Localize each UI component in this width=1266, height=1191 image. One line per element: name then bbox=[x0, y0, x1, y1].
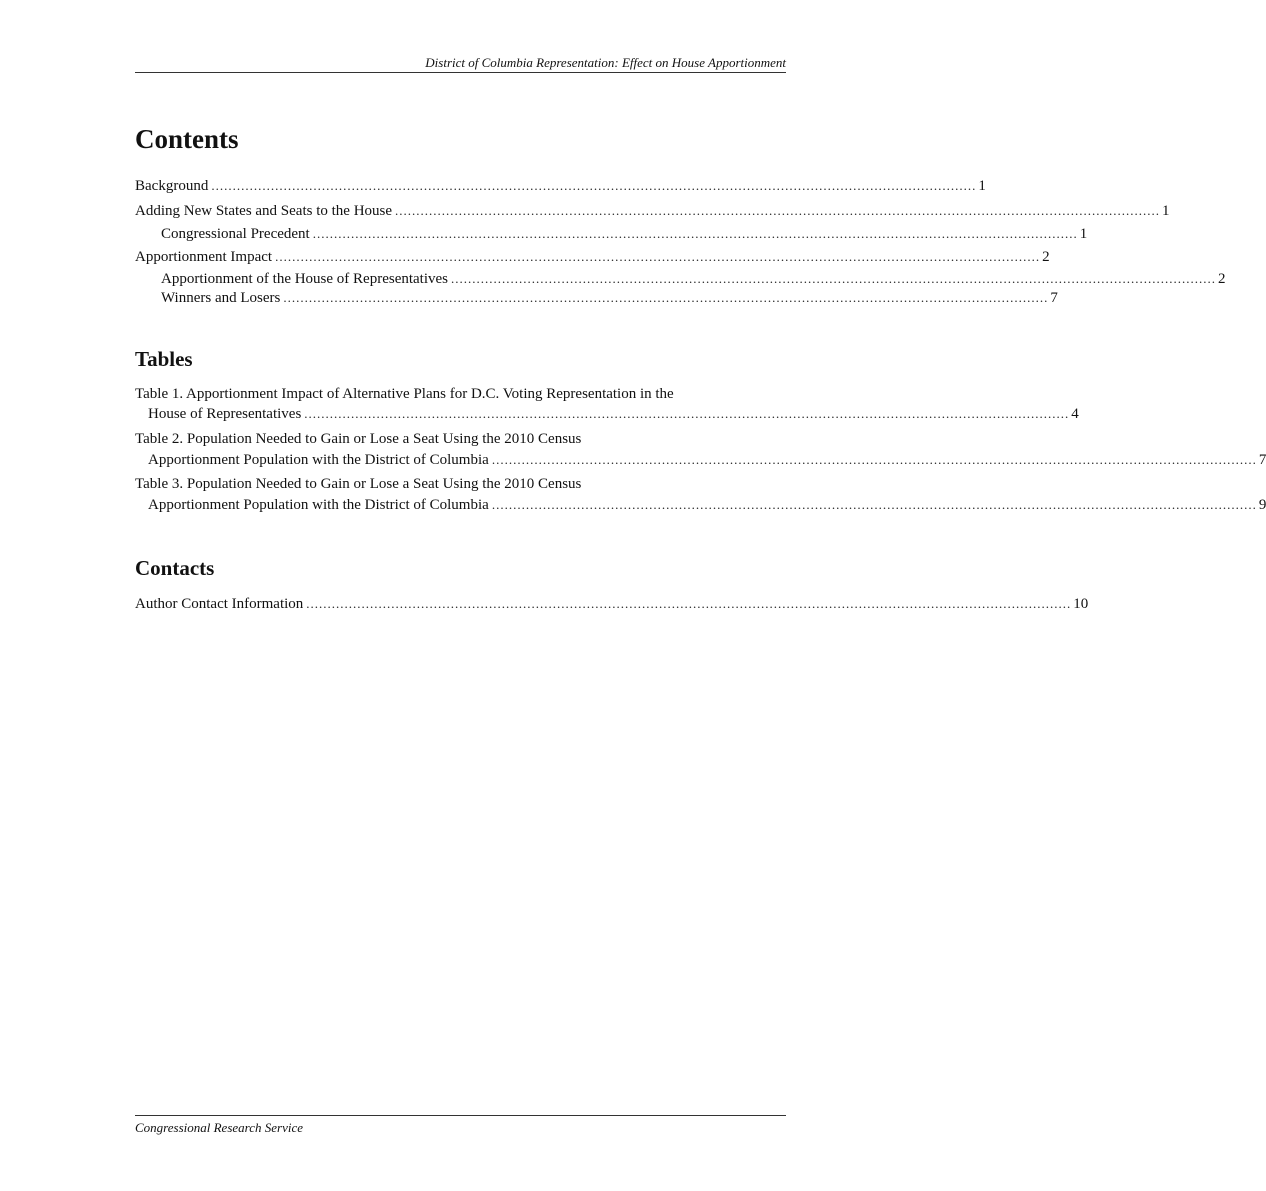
dot-leader: .................................................................................................................................................................................... bbox=[312, 226, 1078, 241]
dot-leader: .................................................................................................................................................................................... bbox=[304, 406, 1070, 421]
running-header: District of Columbia Representation: Effect on House Apportionment bbox=[425, 55, 786, 70]
tables-list bbox=[135, 385, 1266, 514]
contents-list bbox=[135, 176, 1226, 307]
toc-entry-author-contact[interactable] bbox=[135, 594, 1089, 613]
toc-entry-page[interactable]: 2 bbox=[1218, 271, 1226, 287]
toc-entry-label[interactable]: Table 2. Population Needed to Gain or Lose a Seat Using the 2010 Census bbox=[135, 431, 582, 447]
dot-leader: .................................................................................................................................................................................... bbox=[491, 497, 1257, 512]
toc-entry-label[interactable]: Table 3. Population Needed to Gain or Lose a Seat Using the 2010 Census bbox=[135, 476, 582, 492]
toc-entry-adding-new-states[interactable] bbox=[135, 201, 1170, 220]
running-footer: Congressional Research Service bbox=[135, 1120, 303, 1135]
header-rule bbox=[135, 72, 786, 73]
contacts-list bbox=[135, 594, 1089, 613]
toc-entry-page[interactable]: 7 bbox=[1050, 290, 1058, 306]
toc-entry-table-3[interactable] bbox=[135, 475, 1266, 514]
dot-leader: .................................................................................................................................................................................... bbox=[451, 271, 1217, 286]
toc-entry-label-continued[interactable]: Apportionment Population with the District of Columbia bbox=[148, 452, 489, 468]
toc-entry-page[interactable]: 1 bbox=[978, 178, 986, 194]
toc-entry-congressional-precedent[interactable] bbox=[135, 224, 1088, 243]
footer-rule bbox=[135, 1115, 786, 1116]
toc-entry-label[interactable]: Author Contact Information bbox=[135, 596, 304, 612]
tables-heading: Tables bbox=[135, 347, 193, 371]
toc-entry-label-continued[interactable]: Apportionment Population with the District of Columbia bbox=[148, 497, 489, 513]
toc-entry-label-continued[interactable]: House of Representatives bbox=[148, 406, 302, 422]
toc-entry-label[interactable]: Apportionment Impact bbox=[135, 249, 273, 265]
dot-leader: .................................................................................................................................................................................... bbox=[491, 452, 1257, 467]
toc-entry-page[interactable]: 7 bbox=[1258, 452, 1266, 468]
contents-heading: Contents bbox=[135, 124, 239, 154]
toc-entry-label[interactable]: Winners and Losers bbox=[161, 290, 281, 306]
toc-entry-page[interactable]: 9 bbox=[1258, 497, 1266, 513]
toc-entry-page[interactable]: 1 bbox=[1162, 203, 1170, 219]
contacts-heading: Contacts bbox=[135, 556, 215, 580]
dot-leader: .................................................................................................................................................................................... bbox=[275, 249, 1041, 264]
toc-entry-table-2[interactable] bbox=[135, 430, 1266, 469]
toc-entry-apportionment-of-house[interactable] bbox=[135, 269, 1226, 288]
toc-entry-winners-and-losers[interactable] bbox=[135, 288, 1058, 307]
toc-entry-background[interactable] bbox=[135, 176, 986, 195]
dot-leader: .................................................................................................................................................................................... bbox=[283, 290, 1049, 305]
dot-leader: .................................................................................................................................................................................... bbox=[211, 178, 977, 193]
toc-entry-label[interactable]: Background bbox=[135, 178, 209, 194]
toc-entry-apportionment-impact[interactable] bbox=[135, 247, 1050, 266]
toc-entry-label[interactable]: Adding New States and Seats to the House bbox=[135, 203, 393, 219]
toc-entry-label[interactable]: Apportionment of the House of Representatives bbox=[161, 271, 449, 287]
toc-entry-table-1[interactable] bbox=[135, 385, 1079, 423]
toc-entry-page[interactable]: 10 bbox=[1073, 596, 1089, 612]
toc-entry-label[interactable]: Congressional Precedent bbox=[161, 226, 310, 242]
toc-entry-label[interactable]: Table 1. Apportionment Impact of Alternative Plans for D.C. Voting Representation in the bbox=[135, 386, 674, 402]
dot-leader: .................................................................................................................................................................................... bbox=[395, 203, 1161, 218]
dot-leader: .................................................................................................................................................................................... bbox=[306, 596, 1072, 611]
toc-entry-page[interactable]: 1 bbox=[1079, 226, 1088, 242]
toc-entry-page[interactable]: 4 bbox=[1071, 406, 1079, 422]
toc-entry-page[interactable]: 2 bbox=[1042, 249, 1050, 265]
